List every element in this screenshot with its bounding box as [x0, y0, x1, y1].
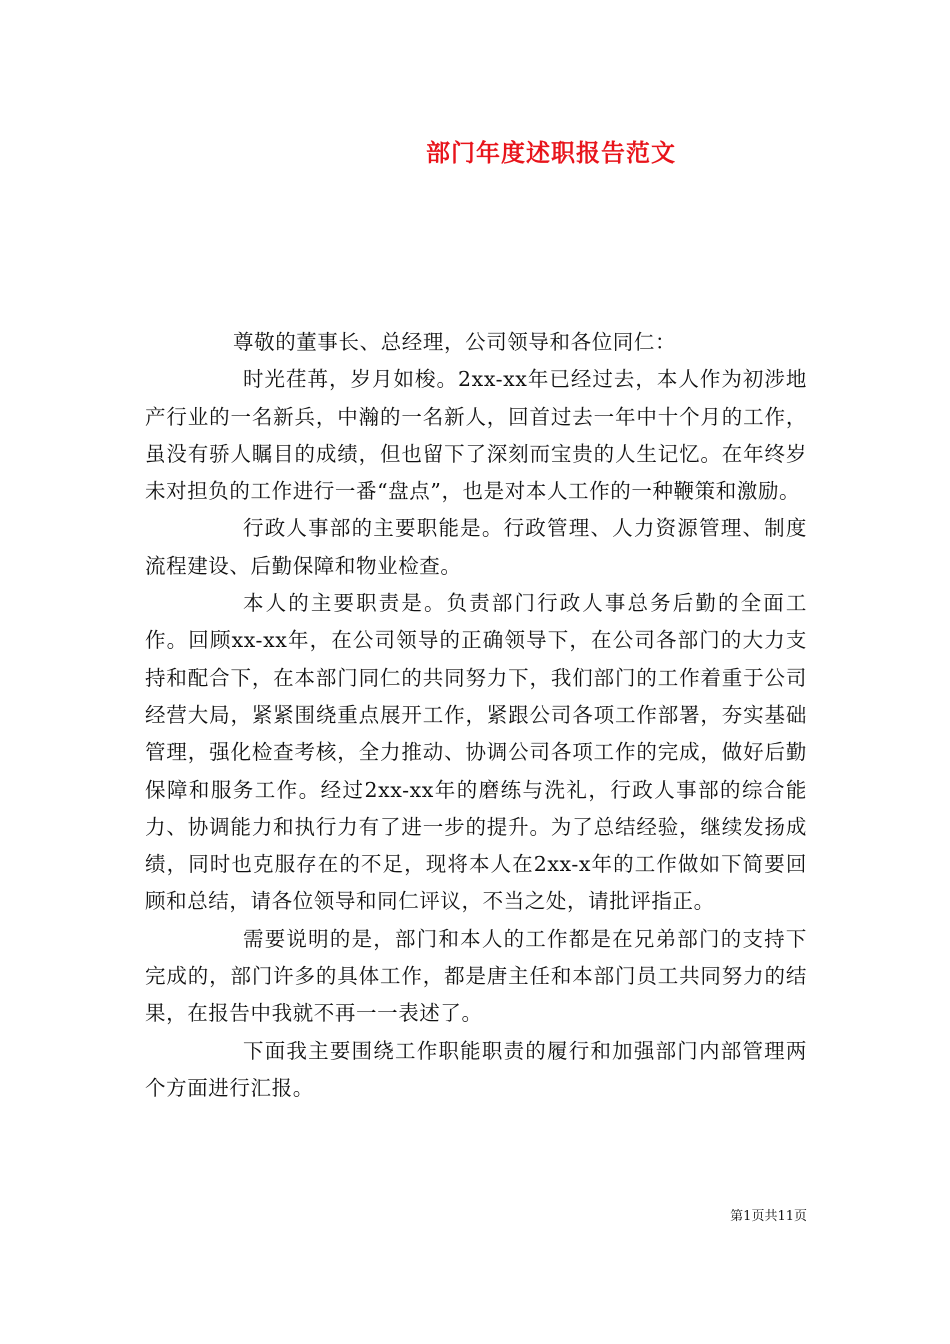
page-number-footer: 第1页共11页 [730, 1209, 807, 1224]
paragraph-note: 需要说明的是，部门和本人的工作都是在兄弟部门的支持下完成的，部门许多的具体工作，都是唐主任和本部门员工共同努力的结果，在报告中我就不再一一表述了。 [145, 926, 807, 1026]
paragraph-functions: 行政人事部的主要职能是。行政管理、人力资源管理、制度流程建设、后勤保障和物业检查。 [145, 516, 807, 578]
salutation: 尊敬的董事长、总经理，公司领导和各位同仁： [233, 330, 677, 354]
paragraph-intro: 时光荏苒，岁月如梭。2xx-xx年已经过去，本人作为初涉地产行业的一名新兵，中瀚的一名新人，回首过去一年中十个月的工作，虽没有骄人瞩目的成绩，但也留下了深刻而宝贵的人生记忆。在年终岁未对担负的工作进行一番“盘点”，也是对本人工作的一种鞭策和激励。 [145, 367, 807, 504]
document-title: 部门年度述职报告范文 [426, 138, 676, 167]
paragraph-duties: 本人的主要职责是。负责部门行政人事总务后勤的全面工作。回顾xx-xx年，在公司领导的正确领导下，在公司各部门的大力支持和配合下，在本部门同仁的共同努力下，我们部门的工作着重于公司经营大局，紧紧围绕重点展开工作，紧跟公司各项工作部署，夯实基础管理，强化检查考核，全力推动、协调公司各项工作的完成，做好后勤保障和服务工作。经过2xx-xx年的磨练与洗礼，行政人事部的综合能力、协调能力和执行力有了进一步的提升。为了总结经验，继续发扬成绩，同时也克服存在的不足，现将本人在2xx-x年的工作做如下简要回顾和总结，请各位领导和同仁评议，不当之处，请批评指正。 [145, 591, 807, 914]
paragraph-outline: 下面我主要围绕工作职能职责的履行和加强部门内部管理两个方面进行汇报。 [145, 1038, 807, 1100]
document-body [145, 324, 807, 1107]
